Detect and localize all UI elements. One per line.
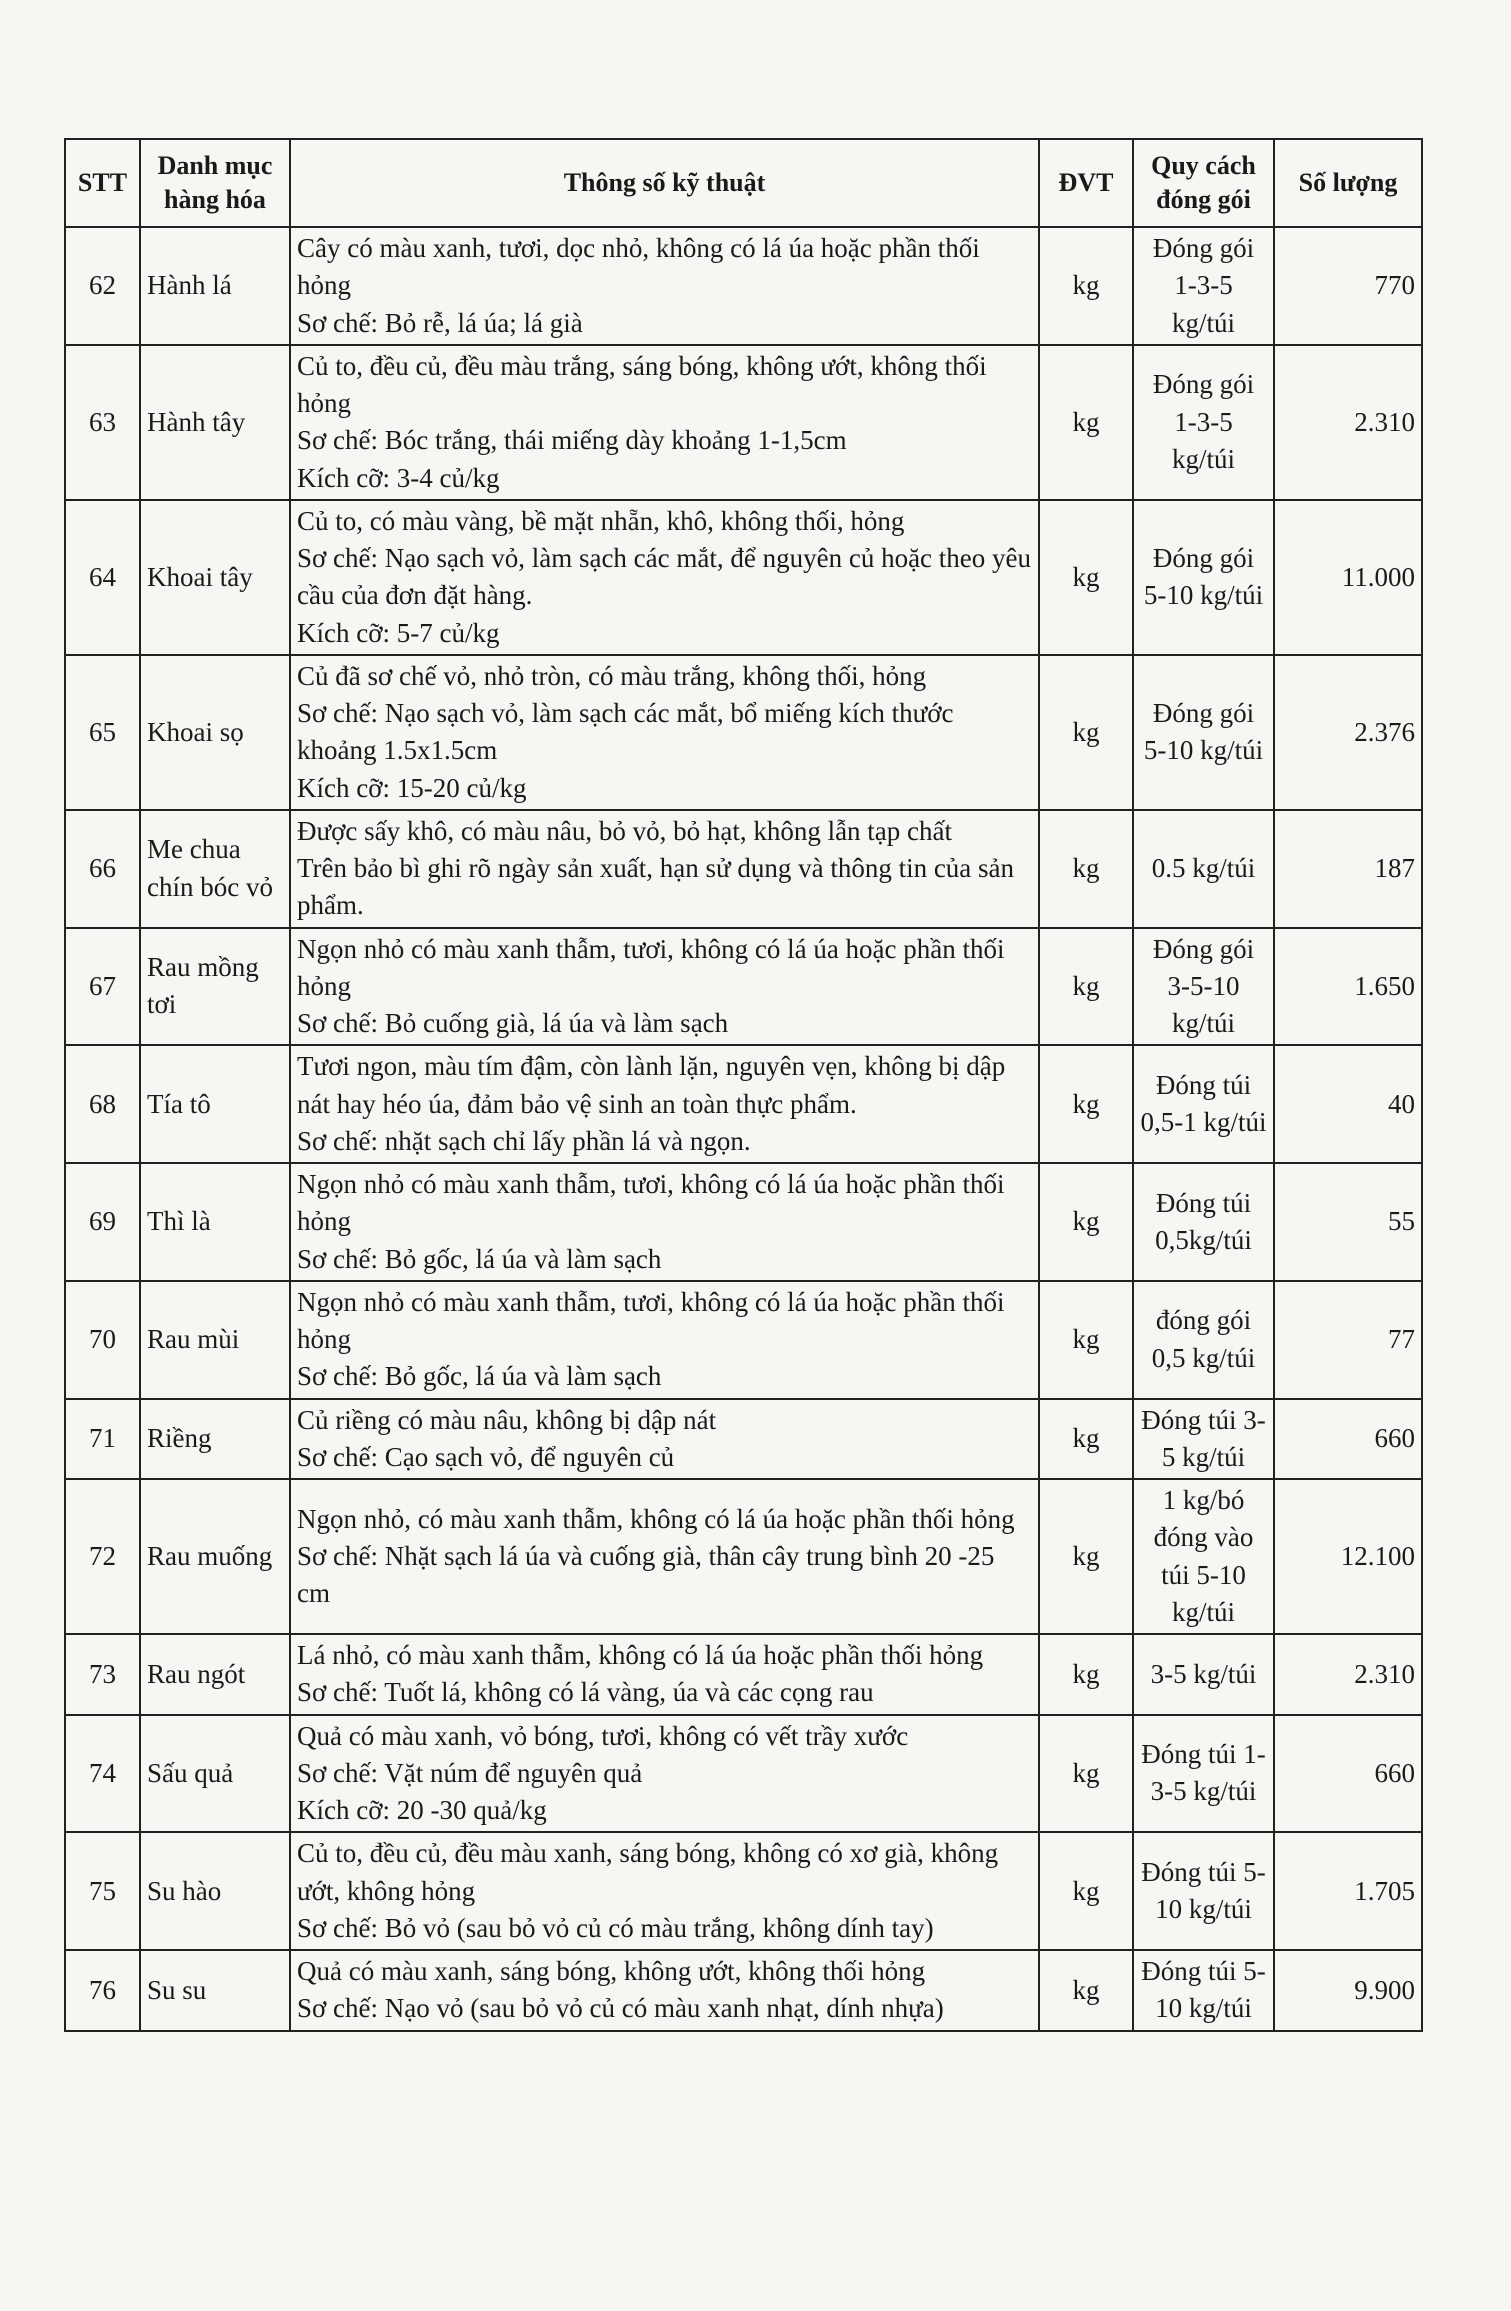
- cell-qty: 187: [1274, 810, 1422, 928]
- table-row: [65, 1163, 1422, 1281]
- cell-unit: kg: [1039, 345, 1133, 500]
- cell-pack: Đóng gói 5-10 kg/túi: [1133, 655, 1274, 810]
- table-row: [65, 1479, 1422, 1634]
- cell-name: Rau muống: [140, 1479, 290, 1634]
- spec-line: Kích cỡ: 5-7 củ/kg: [297, 617, 500, 648]
- cell-name: Khoai tây: [140, 500, 290, 655]
- header-unit: ĐVT: [1039, 139, 1133, 227]
- header-name: Danh mục hàng hóa: [140, 139, 290, 227]
- table-row: [65, 1715, 1422, 1833]
- cell-name: Rau mùi: [140, 1281, 290, 1399]
- cell-name: Tía tô: [140, 1045, 290, 1163]
- spec-line: Sơ chế: nhặt sạch chỉ lấy phần lá và ngọn.: [297, 1125, 751, 1156]
- cell-unit: kg: [1039, 810, 1133, 928]
- spec-line: Cây có màu xanh, tươi, dọc nhỏ, không có lá úa hoặc phần thối hỏng: [297, 233, 980, 301]
- cell-pack: Đóng túi 0,5kg/túi: [1133, 1163, 1274, 1281]
- cell-name: Riềng: [140, 1399, 290, 1480]
- spec-line: Được sấy khô, có màu nâu, bỏ vỏ, bỏ hạt, không lẫn tạp chất: [297, 815, 953, 846]
- spec-line: Ngọn nhỏ có màu xanh thẫm, tươi, không có lá úa hoặc phần thối hỏng: [297, 1286, 1005, 1354]
- cell-spec: [290, 1715, 1039, 1833]
- cell-qty: 2.376: [1274, 655, 1422, 810]
- header-pack: Quy cách đóng gói: [1133, 139, 1274, 227]
- spec-line: Sơ chế: Bỏ rễ, lá úa; lá già: [297, 307, 583, 338]
- cell-unit: kg: [1039, 1163, 1133, 1281]
- cell-stt: 74: [65, 1715, 140, 1833]
- cell-name: Sấu quả: [140, 1715, 290, 1833]
- cell-spec: [290, 345, 1039, 500]
- cell-stt: 65: [65, 655, 140, 810]
- cell-pack: Đóng túi 3-5 kg/túi: [1133, 1399, 1274, 1480]
- spec-line: Lá nhỏ, có màu xanh thẫm, không có lá úa hoặc phần thối hỏng: [297, 1640, 984, 1670]
- spec-line: Sơ chế: Tuốt lá, không có lá vàng, úa và các cọng rau: [297, 1677, 874, 1708]
- cell-qty: 55: [1274, 1163, 1422, 1281]
- cell-pack: 0.5 kg/túi: [1133, 810, 1274, 928]
- table-row: [65, 1634, 1422, 1715]
- cell-pack: Đóng túi 5-10 kg/túi: [1133, 1832, 1274, 1950]
- spec-line: Sơ chế: Cạo sạch vỏ, để nguyên củ: [297, 1441, 675, 1472]
- cell-stt: 66: [65, 810, 140, 928]
- cell-qty: 770: [1274, 227, 1422, 345]
- spec-line: Sơ chế: Bỏ gốc, lá úa và làm sạch: [297, 1361, 662, 1392]
- cell-pack: Đóng gói 1-3-5 kg/túi: [1133, 227, 1274, 345]
- spec-line: Kích cỡ: 3-4 củ/kg: [297, 462, 500, 493]
- spec-line: Trên bảo bì ghi rõ ngày sản xuất, hạn sử dụng và thông tin của sản phẩm.: [297, 853, 1015, 921]
- cell-unit: kg: [1039, 1715, 1133, 1833]
- cell-unit: kg: [1039, 500, 1133, 655]
- table-row: [65, 810, 1422, 928]
- product-spec-table: [64, 138, 1423, 2032]
- cell-stt: 70: [65, 1281, 140, 1399]
- table-body: [65, 227, 1422, 2031]
- cell-name: Rau mồng tơi: [140, 928, 290, 1046]
- cell-qty: 1.705: [1274, 1832, 1422, 1950]
- cell-spec: [290, 1479, 1039, 1634]
- cell-spec: [290, 500, 1039, 655]
- cell-pack: 1 kg/bó đóng vào túi 5-10 kg/túi: [1133, 1479, 1274, 1634]
- cell-stt: 73: [65, 1634, 140, 1715]
- cell-pack: Đóng gói 3-5-10 kg/túi: [1133, 928, 1274, 1046]
- cell-name: Me chua chín bóc vỏ: [140, 810, 290, 928]
- cell-pack: Đóng túi 1-3-5 kg/túi: [1133, 1715, 1274, 1833]
- cell-name: Thì là: [140, 1163, 290, 1281]
- cell-spec: [290, 1163, 1039, 1281]
- spec-line: Ngọn nhỏ có màu xanh thẫm, tươi, không có lá úa hoặc phần thối hỏng: [297, 933, 1005, 1001]
- header-spec: Thông số kỹ thuật: [290, 139, 1039, 227]
- cell-qty: 40: [1274, 1045, 1422, 1163]
- cell-spec: [290, 810, 1039, 928]
- header-qty: Số lượng: [1274, 139, 1422, 227]
- header-stt: STT: [65, 139, 140, 227]
- spec-line: Củ to, đều củ, đều màu xanh, sáng bóng, không có xơ già, không ướt, không hỏng: [297, 1838, 999, 1906]
- cell-pack: đóng gói 0,5 kg/túi: [1133, 1281, 1274, 1399]
- cell-stt: 68: [65, 1045, 140, 1163]
- cell-pack: Đóng túi 5-10 kg/túi: [1133, 1950, 1274, 2031]
- cell-unit: kg: [1039, 227, 1133, 345]
- spec-line: Ngọn nhỏ có màu xanh thẫm, tươi, không có lá úa hoặc phần thối hỏng: [297, 1169, 1005, 1237]
- table-row: [65, 1281, 1422, 1399]
- cell-qty: 1.650: [1274, 928, 1422, 1046]
- cell-qty: 660: [1274, 1399, 1422, 1480]
- cell-spec: [290, 1634, 1039, 1715]
- cell-qty: 2.310: [1274, 1634, 1422, 1715]
- cell-stt: 63: [65, 345, 140, 500]
- spec-line: Sơ chế: Bỏ vỏ (sau bỏ vỏ củ có màu trắng, không dính tay): [297, 1912, 934, 1943]
- spec-line: Củ đã sơ chế vỏ, nhỏ tròn, có màu trắng, không thối, hỏng: [297, 660, 927, 691]
- cell-spec: [290, 1950, 1039, 2031]
- spec-line: Củ to, có màu vàng, bề mặt nhẵn, khô, không thối, hỏng: [297, 505, 905, 536]
- spec-line: Tươi ngon, màu tím đậm, còn lành lặn, nguyên vẹn, không bị dập nát hay héo úa, đảm bảo vệ sinh an toàn thực phẩm.: [297, 1051, 1006, 1119]
- table-row: [65, 1832, 1422, 1950]
- spec-line: Sơ chế: Bóc trắng, thái miếng dày khoảng 1-1,5cm: [297, 425, 847, 456]
- cell-unit: kg: [1039, 928, 1133, 1046]
- cell-stt: 62: [65, 227, 140, 345]
- spec-line: Sơ chế: Nhặt sạch lá úa và cuống già, thân cây trung bình 20 -25 cm: [297, 1540, 995, 1609]
- spec-line: Sơ chế: Nạo vỏ (sau bỏ vỏ củ có màu xanh nhạt, dính nhựa): [297, 1993, 944, 2024]
- spec-line: Sơ chế: Nạo sạch vỏ, làm sạch các mắt, bổ miếng kích thước khoảng 1.5x1.5cm: [297, 698, 954, 766]
- cell-stt: 67: [65, 928, 140, 1046]
- cell-name: Su su: [140, 1950, 290, 2031]
- spec-line: Sơ chế: Vặt núm để nguyên quả: [297, 1757, 643, 1788]
- cell-qty: 9.900: [1274, 1950, 1422, 2031]
- cell-spec: [290, 1281, 1039, 1399]
- table-row: [65, 928, 1422, 1046]
- table-row: [65, 1045, 1422, 1163]
- cell-qty: 2.310: [1274, 345, 1422, 500]
- cell-unit: kg: [1039, 1479, 1133, 1634]
- cell-pack: Đóng gói 1-3-5 kg/túi: [1133, 345, 1274, 500]
- cell-stt: 72: [65, 1479, 140, 1634]
- spec-line: Củ to, đều củ, đều màu trắng, sáng bóng, không ướt, không thối hỏng: [297, 350, 987, 418]
- cell-qty: 77: [1274, 1281, 1422, 1399]
- cell-pack: Đóng túi 0,5-1 kg/túi: [1133, 1045, 1274, 1163]
- cell-qty: 12.100: [1274, 1479, 1422, 1634]
- cell-spec: [290, 227, 1039, 345]
- cell-unit: kg: [1039, 1045, 1133, 1163]
- cell-unit: kg: [1039, 655, 1133, 810]
- cell-spec: [290, 655, 1039, 810]
- cell-unit: kg: [1039, 1832, 1133, 1950]
- table-row: [65, 1950, 1422, 2031]
- cell-pack: 3-5 kg/túi: [1133, 1634, 1274, 1715]
- cell-pack: Đóng gói 5-10 kg/túi: [1133, 500, 1274, 655]
- cell-spec: [290, 1832, 1039, 1950]
- cell-qty: 11.000: [1274, 500, 1422, 655]
- cell-stt: 64: [65, 500, 140, 655]
- spec-line: Củ riềng có màu nâu, không bị dập nát: [297, 1404, 717, 1435]
- spec-line: Kích cỡ: 15-20 củ/kg: [297, 772, 527, 803]
- table-header-row: [65, 139, 1422, 227]
- table-row: [65, 1399, 1422, 1480]
- table-row: [65, 227, 1422, 345]
- cell-stt: 69: [65, 1163, 140, 1281]
- cell-unit: kg: [1039, 1399, 1133, 1480]
- cell-stt: 76: [65, 1950, 140, 2031]
- cell-spec: [290, 928, 1039, 1046]
- spec-line: Kích cỡ: 20 -30 quả/kg: [297, 1795, 547, 1825]
- table-row: [65, 655, 1422, 810]
- spec-line: Ngọn nhỏ, có màu xanh thẫm, không có lá úa hoặc phần thối hỏng: [297, 1503, 1015, 1534]
- table-row: [65, 500, 1422, 655]
- cell-unit: kg: [1039, 1634, 1133, 1715]
- spec-line: Sơ chế: Bỏ gốc, lá úa và làm sạch: [297, 1243, 662, 1274]
- cell-unit: kg: [1039, 1281, 1133, 1399]
- cell-name: Khoai sọ: [140, 655, 290, 810]
- cell-qty: 660: [1274, 1715, 1422, 1833]
- cell-name: Su hào: [140, 1832, 290, 1950]
- cell-stt: 71: [65, 1399, 140, 1480]
- table-row: [65, 345, 1422, 500]
- spec-line: Sơ chế: Nạo sạch vỏ, làm sạch các mắt, để nguyên củ hoặc theo yêu cầu của đơn đặt hàng.: [297, 543, 1032, 611]
- spec-line: Sơ chế: Bỏ cuống già, lá úa và làm sạch: [297, 1008, 729, 1038]
- cell-unit: kg: [1039, 1950, 1133, 2031]
- spec-line: Quả có màu xanh, vỏ bóng, tươi, không có vết trầy xước: [297, 1720, 909, 1751]
- cell-spec: [290, 1045, 1039, 1163]
- spec-line: Quả có màu xanh, sáng bóng, không ướt, không thối hỏng: [297, 1956, 926, 1986]
- cell-spec: [290, 1399, 1039, 1480]
- cell-name: Hành lá: [140, 227, 290, 345]
- cell-stt: 75: [65, 1832, 140, 1950]
- cell-name: Hành tây: [140, 345, 290, 500]
- cell-name: Rau ngót: [140, 1634, 290, 1715]
